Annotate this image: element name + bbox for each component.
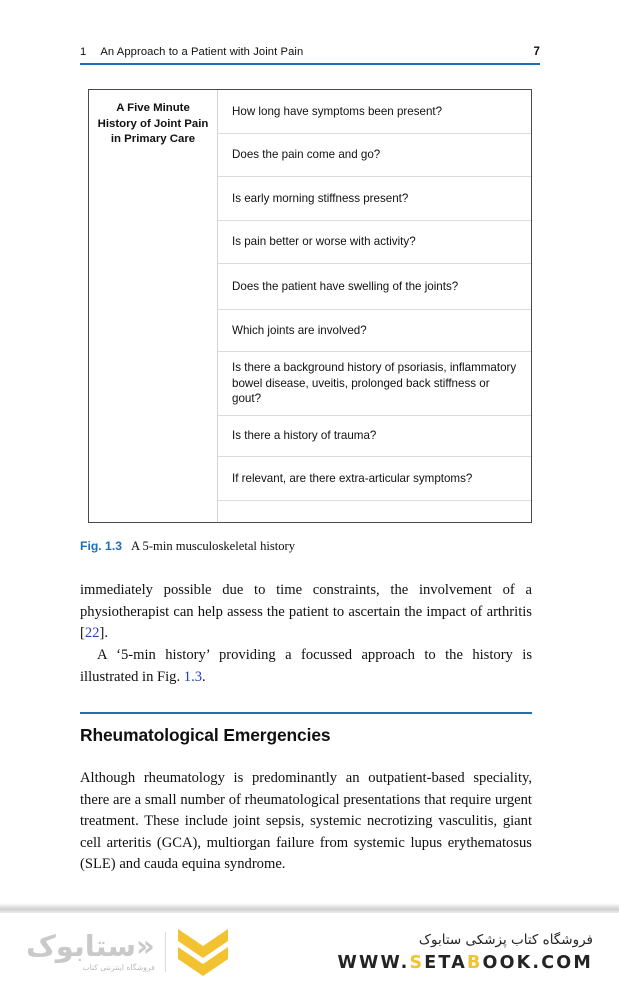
figure-caption-text: A 5-min musculoskeletal history [131, 539, 296, 553]
section-heading: Rheumatological Emergencies [80, 725, 331, 746]
footer-content [0, 913, 619, 991]
footer-text-block [338, 932, 593, 973]
figure-table [88, 89, 532, 523]
question-text: Does the pain come and go? [232, 148, 381, 162]
chapter-title: An Approach to a Patient with Joint Pain [100, 46, 304, 58]
table-row [218, 416, 531, 457]
table-row [218, 90, 531, 134]
running-head-row [80, 46, 540, 58]
figure-number: Fig. 1.3 [80, 539, 122, 553]
paragraph-text-tail: . [202, 668, 206, 685]
table-row [218, 134, 531, 177]
url-accent-b: B [466, 952, 483, 973]
page-number: 7 [533, 46, 540, 58]
setabook-logo[interactable] [26, 927, 230, 977]
footer-url[interactable] [338, 953, 593, 973]
paragraph-text: Although rheumatology is predominantly an outpatient-based speciality, there are a small number of rheumatological presentations that require urgent treatment. These include joint sepsis, systemic necrotizing vasculitis, giant cell arteritis (GCA), multiorgan failure from systemic lupus erythematosus (SLE) and cauda equina syndrome. [80, 770, 532, 872]
question-text: Is pain better or worse with activity? [232, 235, 416, 249]
paragraph-text: immediately possible due to time constraints, the involvement of a physiotherapist can help assess the patient to ascertain the impact of arthritis [ [80, 582, 532, 641]
question-text: Is there a background history of psoriasis, inflammatory bowel disease, uveitis, prolonged back stiffness or gout? [232, 361, 517, 406]
question-text: Is there a history of trauma? [232, 429, 377, 443]
table-row [218, 264, 531, 310]
table-row [218, 310, 531, 352]
paragraph-text-tail: ]. [99, 625, 108, 641]
logo-script-text: «ستابوک [26, 929, 155, 964]
table-header-cell [89, 90, 218, 522]
table-header-label: A Five Minute History of Joint Pain in Primary Care [97, 102, 209, 145]
chevron-logo-icon [176, 927, 230, 977]
logo-divider [165, 932, 167, 972]
table-row [218, 457, 531, 501]
table-row [218, 221, 531, 264]
logo-wordmark [26, 929, 155, 973]
header-rule [80, 63, 540, 65]
paragraph-text: A ‘5-min history’ providing a focussed approach to the history is illustrated in Fig. [80, 647, 532, 685]
url-prefix: WWW. [337, 952, 410, 973]
running-head [80, 46, 540, 72]
question-text: Which joints are involved? [232, 323, 367, 337]
question-text: Does the patient have swelling of the joints? [232, 279, 459, 293]
table-row [218, 177, 531, 221]
url-suffix: OOK.COM [482, 952, 593, 973]
figure-link-1-3[interactable]: 1.3 [183, 668, 203, 685]
table-row [218, 352, 531, 416]
section-heading-block [80, 712, 532, 746]
url-accent-s: S [409, 952, 425, 973]
section-rule [80, 712, 532, 714]
citation-link-22[interactable]: 22 [84, 625, 100, 641]
footer-tagline: فروشگاه کتاب پزشکی ستابوک [418, 931, 593, 948]
url-eta: ETA [424, 952, 467, 973]
figure-caption [80, 538, 540, 554]
body-paragraph [80, 645, 532, 688]
chapter-number: 1 [80, 46, 87, 58]
question-text: Is early morning stiffness present? [232, 191, 409, 205]
body-paragraph [80, 768, 532, 876]
body-paragraph [80, 580, 532, 645]
table-question-column [218, 90, 531, 522]
logo-subtitle: فروشگاه اینترنتی کتاب [82, 963, 155, 973]
question-text: If relevant, are there extra-articular symptoms? [232, 471, 473, 485]
question-text: How long have symptoms been present? [232, 104, 443, 118]
footer-watermark-band [0, 912, 619, 991]
